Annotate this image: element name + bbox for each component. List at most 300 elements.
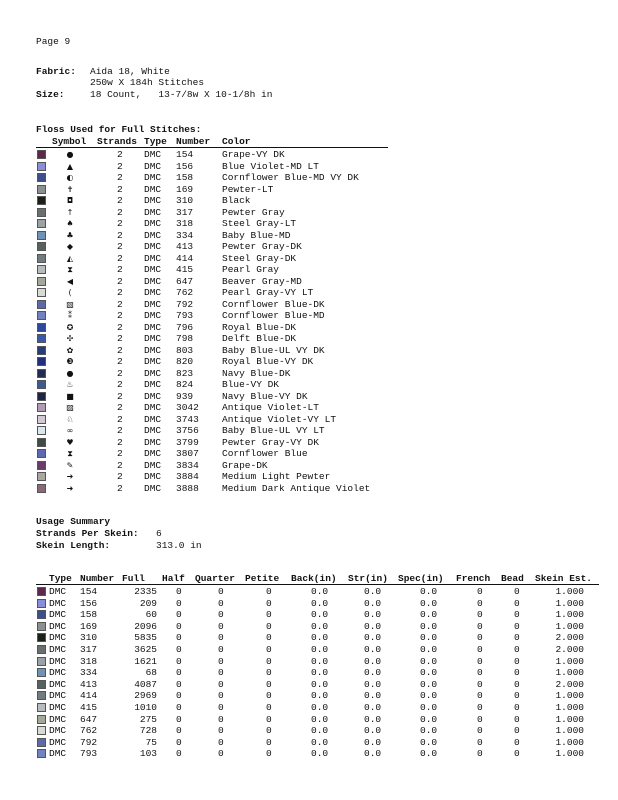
color-swatch [37, 288, 46, 297]
floss-type: DMC [144, 218, 162, 229]
header-spec: Spec(in) [398, 573, 444, 584]
cell-full: 5835 [134, 632, 157, 644]
floss-strands: 2 [117, 390, 123, 402]
floss-color-name: Baby Blue-UL VY LT [222, 425, 325, 436]
cell-str: 0.0 [364, 609, 382, 621]
floss-type: DMC [144, 310, 162, 321]
header-quarter: Quarter [195, 573, 235, 584]
color-swatch [37, 277, 46, 286]
cell-petite: 0 [266, 713, 272, 725]
floss-type: DMC [144, 413, 162, 425]
cell-petite: 0 [266, 748, 272, 760]
cell-quarter: 0 [218, 655, 224, 667]
cell-petite: 0 [266, 609, 272, 621]
cell-skein-est: 1.000 [555, 725, 584, 737]
cell-bead: 0 [514, 667, 520, 679]
chart-symbol: ♠ [66, 219, 74, 228]
floss-type: DMC [144, 195, 162, 206]
cell-back: 0.0 [311, 690, 329, 702]
chart-symbol: ▧ [66, 299, 74, 309]
floss-type: DMC [144, 241, 162, 252]
floss-number: 824 [176, 379, 194, 390]
chart-symbol: ✣ [66, 334, 74, 343]
floss-number: 156 [176, 160, 194, 172]
floss-type: DMC [144, 482, 162, 494]
cell-spec: 0.0 [420, 667, 438, 679]
chart-symbol: ( [68, 288, 72, 297]
floss-type: DMC [144, 436, 162, 448]
cell-skein-est: 1.000 [555, 609, 584, 621]
color-swatch [37, 231, 46, 240]
cell-petite: 0 [266, 736, 272, 748]
cell-full: 68 [145, 667, 157, 679]
floss-number: 3888 [176, 482, 199, 494]
cell-french: 0 [477, 678, 483, 690]
cell-french: 0 [477, 620, 483, 632]
color-swatch [37, 300, 46, 309]
cell-number: 334 [80, 667, 98, 679]
chart-symbol: ✪ [66, 322, 74, 332]
cell-number: 169 [80, 620, 98, 632]
cell-skein-est: 1.000 [555, 713, 584, 725]
chart-symbol: ■ [66, 391, 74, 401]
cell-half: 0 [176, 678, 182, 690]
cell-full: 2969 [134, 690, 157, 702]
cell-half: 0 [176, 736, 182, 748]
floss-color-name: Steel Gray-DK [222, 252, 297, 264]
floss-color-name: Blue-VY DK [222, 379, 280, 390]
cell-quarter: 0 [218, 667, 224, 679]
cell-french: 0 [477, 632, 483, 644]
fabric-stitches: 250w X 184h Stitches [90, 77, 205, 88]
cell-bead: 0 [514, 609, 520, 621]
color-swatch [37, 242, 46, 251]
floss-number: 334 [176, 229, 194, 241]
floss-strands: 2 [117, 195, 123, 206]
cell-back: 0.0 [311, 597, 329, 609]
cell-number: 310 [80, 632, 98, 644]
cell-str: 0.0 [364, 667, 382, 679]
cell-petite: 0 [266, 586, 272, 597]
cell-full: 1621 [134, 655, 157, 667]
color-swatch [37, 726, 46, 735]
color-swatch [37, 691, 46, 700]
color-swatch [37, 415, 46, 424]
page-label: Page 9 [36, 36, 71, 47]
cell-skein-est: 1.000 [555, 597, 584, 609]
chart-symbol: ▲ [66, 161, 74, 171]
floss-number: 798 [176, 333, 194, 344]
cell-type: DMC [49, 725, 67, 737]
header-str: Str(in) [348, 573, 388, 584]
floss-strands: 2 [117, 402, 123, 413]
cell-half: 0 [176, 713, 182, 725]
floss-type: DMC [144, 264, 162, 275]
cell-full: 209 [139, 597, 157, 609]
floss-color-name: Cornflower Blue-MD [222, 310, 325, 321]
cell-french: 0 [477, 667, 483, 679]
cell-type: DMC [49, 620, 67, 632]
chart-symbol: ♣ [66, 230, 74, 240]
cell-full: 103 [139, 748, 157, 760]
floss-strands: 2 [117, 344, 123, 356]
floss-strands: 2 [117, 482, 123, 494]
chart-symbol: ◘ [66, 196, 74, 205]
cell-back: 0.0 [311, 736, 329, 748]
chart-symbol: ◐ [66, 173, 74, 182]
cell-petite: 0 [266, 667, 272, 679]
color-swatch [37, 208, 46, 217]
floss-number: 317 [176, 206, 194, 218]
cell-str: 0.0 [364, 644, 382, 655]
color-swatch [37, 715, 46, 724]
cell-half: 0 [176, 702, 182, 713]
cell-spec: 0.0 [420, 690, 438, 702]
cell-spec: 0.0 [420, 632, 438, 644]
floss-number: 413 [176, 241, 194, 252]
color-swatch [37, 334, 46, 343]
cell-petite: 0 [266, 632, 272, 644]
cell-half: 0 [176, 609, 182, 621]
cell-quarter: 0 [218, 736, 224, 748]
color-swatch [37, 219, 46, 228]
cell-skein-est: 1.000 [555, 620, 584, 632]
cell-type: DMC [49, 609, 67, 621]
cell-spec: 0.0 [420, 620, 438, 632]
floss-strands: 2 [117, 229, 123, 241]
cell-petite: 0 [266, 655, 272, 667]
floss-strands: 2 [117, 287, 123, 298]
cell-skein-est: 1.000 [555, 586, 584, 597]
header-bead: Bead [501, 573, 524, 584]
cell-str: 0.0 [364, 586, 382, 597]
chart-symbol: ♥ [66, 437, 74, 447]
chart-symbol: ✿ [66, 345, 74, 355]
cell-quarter: 0 [218, 713, 224, 725]
size-value: 18 Count, 13-7/8w X 10-1/8h in [90, 89, 273, 100]
cell-full: 4087 [134, 678, 157, 690]
cell-str: 0.0 [364, 736, 382, 748]
cell-french: 0 [477, 690, 483, 702]
color-swatch [37, 311, 46, 320]
cell-half: 0 [176, 644, 182, 655]
floss-title: Floss Used for Full Stitches: [36, 124, 202, 135]
cell-number: 158 [80, 609, 98, 621]
color-swatch [37, 461, 46, 470]
header-full: Full [122, 573, 145, 584]
floss-number: 3042 [176, 402, 199, 413]
floss-color-name: Navy Blue-VY DK [222, 390, 308, 402]
floss-color-name: Beaver Gray-MD [222, 275, 302, 287]
floss-strands: 2 [117, 275, 123, 287]
floss-color-name: Pearl Gray [222, 264, 280, 275]
cell-bead: 0 [514, 748, 520, 760]
floss-header-rule [36, 147, 388, 148]
floss-color-name: Cornflower Blue [222, 448, 308, 459]
cell-french: 0 [477, 748, 483, 760]
floss-type: DMC [144, 459, 162, 471]
cell-back: 0.0 [311, 713, 329, 725]
floss-color-name: Navy Blue-DK [222, 367, 291, 379]
chart-symbol: ❸ [66, 357, 74, 366]
floss-number: 3743 [176, 413, 199, 425]
floss-strands: 2 [117, 436, 123, 448]
floss-number: 820 [176, 356, 194, 367]
cell-number: 762 [80, 725, 98, 737]
summary-header-rule [36, 584, 599, 585]
floss-type: DMC [144, 367, 162, 379]
chart-symbol: ✝ [66, 184, 74, 194]
floss-strands: 2 [117, 149, 123, 160]
floss-number: 415 [176, 264, 194, 275]
header-french: French [456, 573, 491, 584]
cell-skein-est: 1.000 [555, 655, 584, 667]
cell-spec: 0.0 [420, 609, 438, 621]
cell-type: DMC [49, 690, 67, 702]
color-swatch [37, 599, 46, 608]
cell-bead: 0 [514, 736, 520, 748]
floss-color-name: Cornflower Blue-MD VY DK [222, 172, 359, 183]
floss-color-name: Delft Blue-DK [222, 333, 297, 344]
floss-strands: 2 [117, 448, 123, 459]
header-half: Half [162, 573, 185, 584]
cell-back: 0.0 [311, 678, 329, 690]
cell-bead: 0 [514, 702, 520, 713]
cell-number: 792 [80, 736, 98, 748]
chart-symbol: ◆ [66, 242, 74, 251]
cell-petite: 0 [266, 678, 272, 690]
floss-type: DMC [144, 471, 162, 482]
floss-type: DMC [144, 160, 162, 172]
floss-type: DMC [144, 402, 162, 413]
floss-strands: 2 [117, 425, 123, 436]
floss-color-name: Black [222, 195, 251, 206]
cell-type: DMC [49, 702, 67, 713]
cell-skein-est: 1.000 [555, 667, 584, 679]
floss-strands: 2 [117, 160, 123, 172]
cell-spec: 0.0 [420, 725, 438, 737]
skein-length-label: Skein Length: [36, 540, 111, 551]
cell-petite: 0 [266, 690, 272, 702]
floss-color-name: Steel Gray-LT [222, 218, 297, 229]
color-swatch [37, 587, 46, 596]
chart-symbol: ● [66, 368, 74, 378]
cell-back: 0.0 [311, 620, 329, 632]
cell-petite: 0 [266, 644, 272, 655]
cell-half: 0 [176, 597, 182, 609]
color-swatch [37, 633, 46, 642]
cell-half: 0 [176, 667, 182, 679]
cell-half: 0 [176, 632, 182, 644]
cell-bead: 0 [514, 597, 520, 609]
floss-number: 796 [176, 321, 194, 333]
cell-number: 318 [80, 655, 98, 667]
color-swatch [37, 438, 46, 447]
floss-number: 3834 [176, 459, 199, 471]
cell-spec: 0.0 [420, 702, 438, 713]
header-petite: Petite [245, 573, 280, 584]
floss-number: 792 [176, 298, 194, 310]
cell-back: 0.0 [311, 667, 329, 679]
chart-symbol: ⁑ [68, 311, 72, 320]
floss-strands: 2 [117, 413, 123, 425]
color-swatch [37, 449, 46, 458]
cell-quarter: 0 [218, 620, 224, 632]
size-label: Size: [36, 89, 65, 100]
cell-skein-est: 1.000 [555, 736, 584, 748]
floss-number: 3756 [176, 425, 199, 436]
cell-quarter: 0 [218, 725, 224, 737]
floss-strands: 2 [117, 218, 123, 229]
chart-symbol: ▨ [66, 403, 74, 412]
floss-number: 318 [176, 218, 194, 229]
chart-symbol: ⧗ [67, 265, 73, 274]
color-swatch [37, 426, 46, 435]
cell-spec: 0.0 [420, 644, 438, 655]
cell-str: 0.0 [364, 748, 382, 760]
floss-number: 823 [176, 367, 194, 379]
color-swatch [37, 738, 46, 747]
cell-french: 0 [477, 609, 483, 621]
cell-french: 0 [477, 713, 483, 725]
cell-bead: 0 [514, 725, 520, 737]
color-swatch [37, 346, 46, 355]
cell-str: 0.0 [364, 597, 382, 609]
cell-spec: 0.0 [420, 736, 438, 748]
cell-french: 0 [477, 586, 483, 597]
cell-number: 647 [80, 713, 98, 725]
cell-bead: 0 [514, 678, 520, 690]
cell-half: 0 [176, 725, 182, 737]
chart-symbol: ● [66, 150, 74, 159]
cell-quarter: 0 [218, 609, 224, 621]
cell-full: 275 [139, 713, 157, 725]
floss-color-name: Royal Blue-DK [222, 321, 297, 333]
cell-str: 0.0 [364, 725, 382, 737]
cell-back: 0.0 [311, 609, 329, 621]
cell-skein-est: 1.000 [555, 702, 584, 713]
floss-strands: 2 [117, 183, 123, 195]
fabric-label: Fabric: [36, 66, 76, 77]
floss-type: DMC [144, 344, 162, 356]
cell-quarter: 0 [218, 678, 224, 690]
floss-number: 3799 [176, 436, 199, 448]
color-swatch [37, 610, 46, 619]
color-swatch [37, 323, 46, 332]
cell-half: 0 [176, 690, 182, 702]
cell-half: 0 [176, 655, 182, 667]
cell-full: 2335 [134, 586, 157, 597]
cell-str: 0.0 [364, 655, 382, 667]
cell-quarter: 0 [218, 702, 224, 713]
floss-type: DMC [144, 149, 162, 160]
floss-color-name: Pewter Gray-DK [222, 241, 302, 252]
cell-number: 156 [80, 597, 98, 609]
strands-per-skein-value: 6 [156, 528, 162, 539]
cell-back: 0.0 [311, 644, 329, 655]
header-color: Color [222, 136, 251, 147]
chart-symbol: ➜ [66, 483, 74, 493]
cell-number: 415 [80, 702, 98, 713]
cell-skein-est: 2.000 [555, 678, 584, 690]
floss-strands: 2 [117, 310, 123, 321]
header-number: Number [176, 136, 211, 147]
floss-color-name: Pewter-LT [222, 183, 274, 195]
cell-petite: 0 [266, 620, 272, 632]
cell-quarter: 0 [218, 597, 224, 609]
cell-petite: 0 [266, 702, 272, 713]
floss-number: 803 [176, 344, 194, 356]
floss-type: DMC [144, 252, 162, 264]
floss-color-name: Pewter Gray-VY DK [222, 436, 319, 448]
floss-number: 762 [176, 287, 194, 298]
color-swatch [37, 162, 46, 171]
cell-quarter: 0 [218, 586, 224, 597]
floss-strands: 2 [117, 471, 123, 482]
cell-quarter: 0 [218, 748, 224, 760]
cell-type: DMC [49, 632, 67, 644]
cell-full: 1010 [134, 702, 157, 713]
cell-number: 317 [80, 644, 98, 655]
cell-quarter: 0 [218, 690, 224, 702]
floss-number: 310 [176, 195, 194, 206]
cell-full: 60 [145, 609, 157, 621]
floss-type: DMC [144, 183, 162, 195]
cell-bead: 0 [514, 620, 520, 632]
cell-number: 793 [80, 748, 98, 760]
cell-spec: 0.0 [420, 597, 438, 609]
floss-type: DMC [144, 448, 162, 459]
cell-half: 0 [176, 620, 182, 632]
cell-half: 0 [176, 748, 182, 760]
floss-strands: 2 [117, 356, 123, 367]
color-swatch [37, 703, 46, 712]
cell-str: 0.0 [364, 690, 382, 702]
floss-number: 154 [176, 149, 194, 160]
floss-color-name: Medium Dark Antique Violet [222, 482, 371, 494]
floss-number: 169 [176, 183, 194, 195]
cell-bead: 0 [514, 644, 520, 655]
color-swatch [37, 472, 46, 481]
floss-color-name: Blue Violet-MD LT [222, 160, 319, 172]
cell-number: 413 [80, 678, 98, 690]
skein-length-value: 313.0 in [156, 540, 202, 551]
floss-strands: 2 [117, 264, 123, 275]
floss-strands: 2 [117, 172, 123, 183]
cell-skein-est: 1.000 [555, 748, 584, 760]
floss-type: DMC [144, 206, 162, 218]
cell-skein-est: 2.000 [555, 632, 584, 644]
color-swatch [37, 369, 46, 378]
floss-type: DMC [144, 229, 162, 241]
cell-french: 0 [477, 597, 483, 609]
cell-back: 0.0 [311, 586, 329, 597]
cell-french: 0 [477, 702, 483, 713]
cell-spec: 0.0 [420, 678, 438, 690]
usage-title: Usage Summary [36, 516, 111, 527]
chart-symbol: ↑ [66, 207, 74, 217]
cell-str: 0.0 [364, 678, 382, 690]
floss-color-name: Pearl Gray-VY LT [222, 287, 314, 298]
floss-number: 647 [176, 275, 194, 287]
floss-type: DMC [144, 298, 162, 310]
cell-full: 3625 [134, 644, 157, 655]
color-swatch [37, 173, 46, 182]
cell-full: 728 [139, 725, 157, 737]
chart-symbol: ∞ [66, 426, 74, 435]
floss-color-name: Baby Blue-UL VY DK [222, 344, 325, 356]
cell-bead: 0 [514, 586, 520, 597]
